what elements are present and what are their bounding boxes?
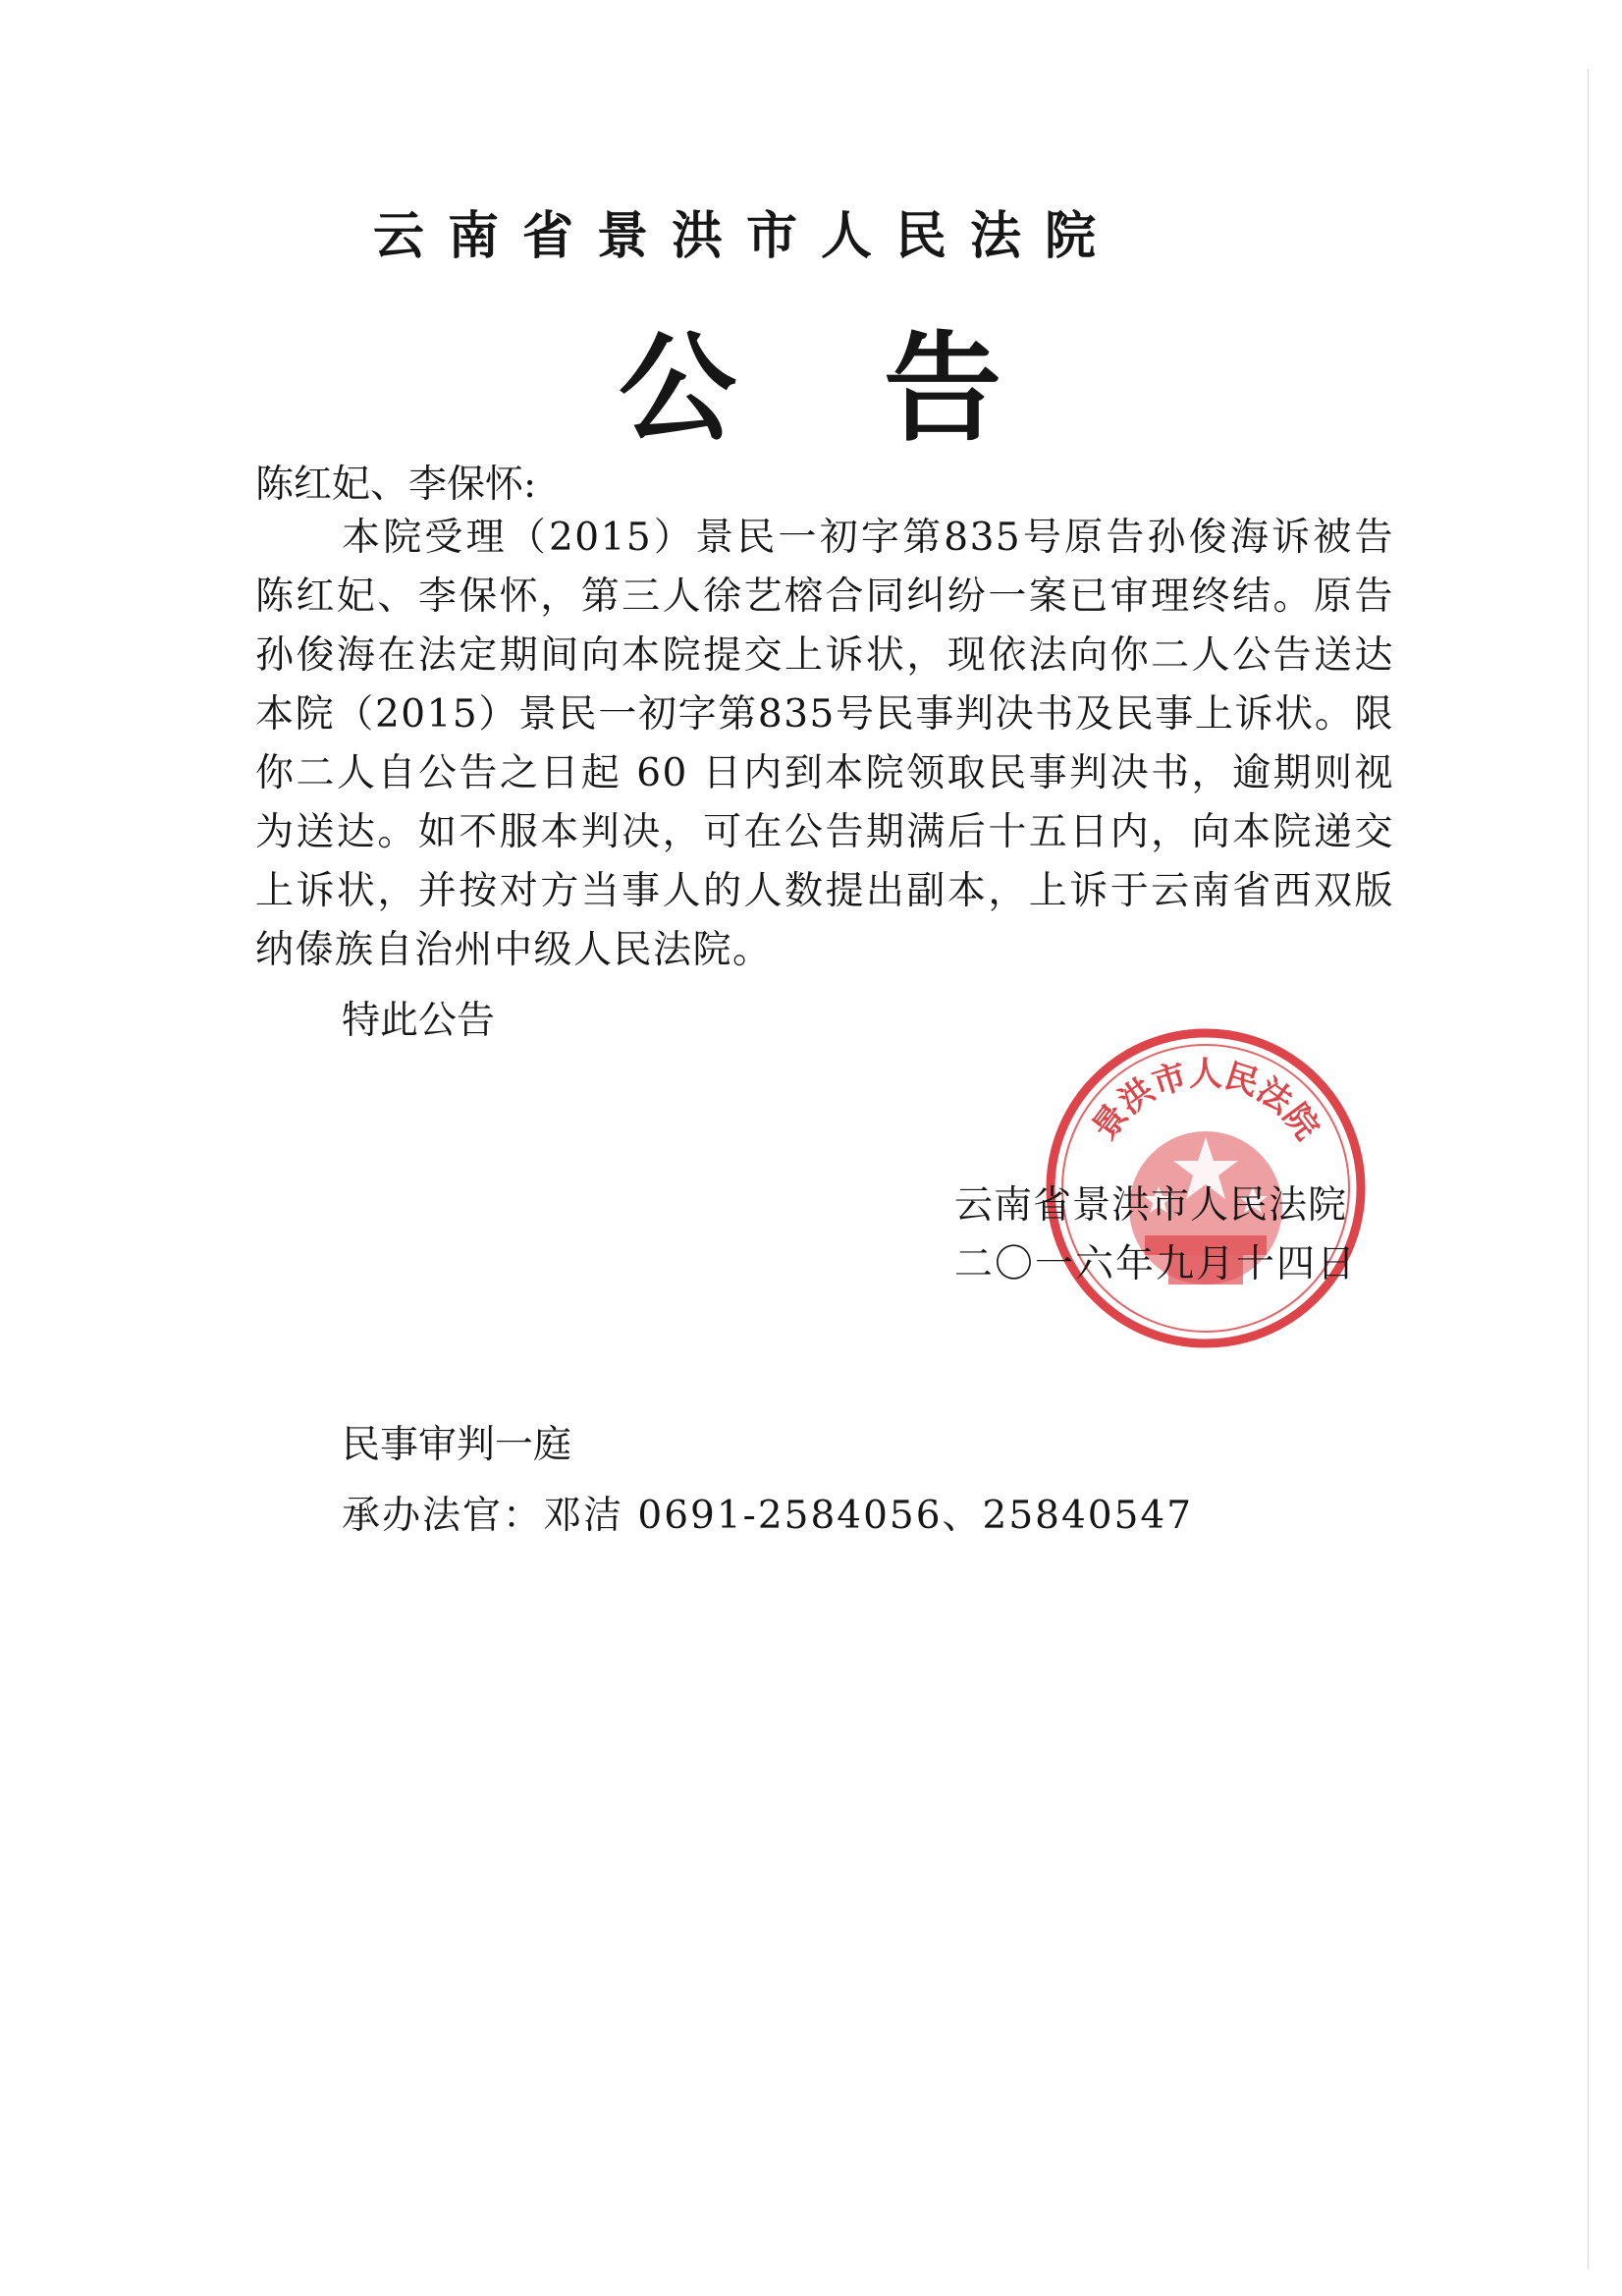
scan-edge-line xyxy=(1588,69,1589,2269)
signing-date: 二〇一六年九月十四日 xyxy=(954,1242,1358,1286)
seal-text: 景洪市人民法院 xyxy=(1085,1056,1326,1147)
signing-organization: 云南省景洪市人民法院 xyxy=(954,1183,1348,1228)
addressee: 陈红妃、李保怀: xyxy=(255,463,537,507)
closing-phrase: 特此公告 xyxy=(342,999,496,1043)
court-name-heading: 云南省景洪市人民法院 xyxy=(373,206,1120,266)
judge-contact: 承办法官：邓洁 0691-2584056、25840547 xyxy=(342,1494,1194,1538)
department-name: 民事审判一庭 xyxy=(342,1423,572,1467)
notice-title: 公告 xyxy=(619,319,1149,458)
notice-body: 本院受理（2015）景民一初字第835号原告孙俊海诉被告陈红妃、李保怀，第三人徐艺榕合同纠纷一案已审理终结。原告孙俊海在法定期间向本院提交上诉状，现依法向你二人公告送达本院（2015）景民一初字第835号民事判决书及民事上诉状。限你二人自公告之日起 60 日内到本院领取民事判决书，逾期则视为送达。如不服本判决，可在公告期满后十五日内，向本院递交上诉状，并按对方当事人的人数提出副本，上诉于云南省西双版纳傣族自治州中级人民法院。 xyxy=(255,516,1394,972)
